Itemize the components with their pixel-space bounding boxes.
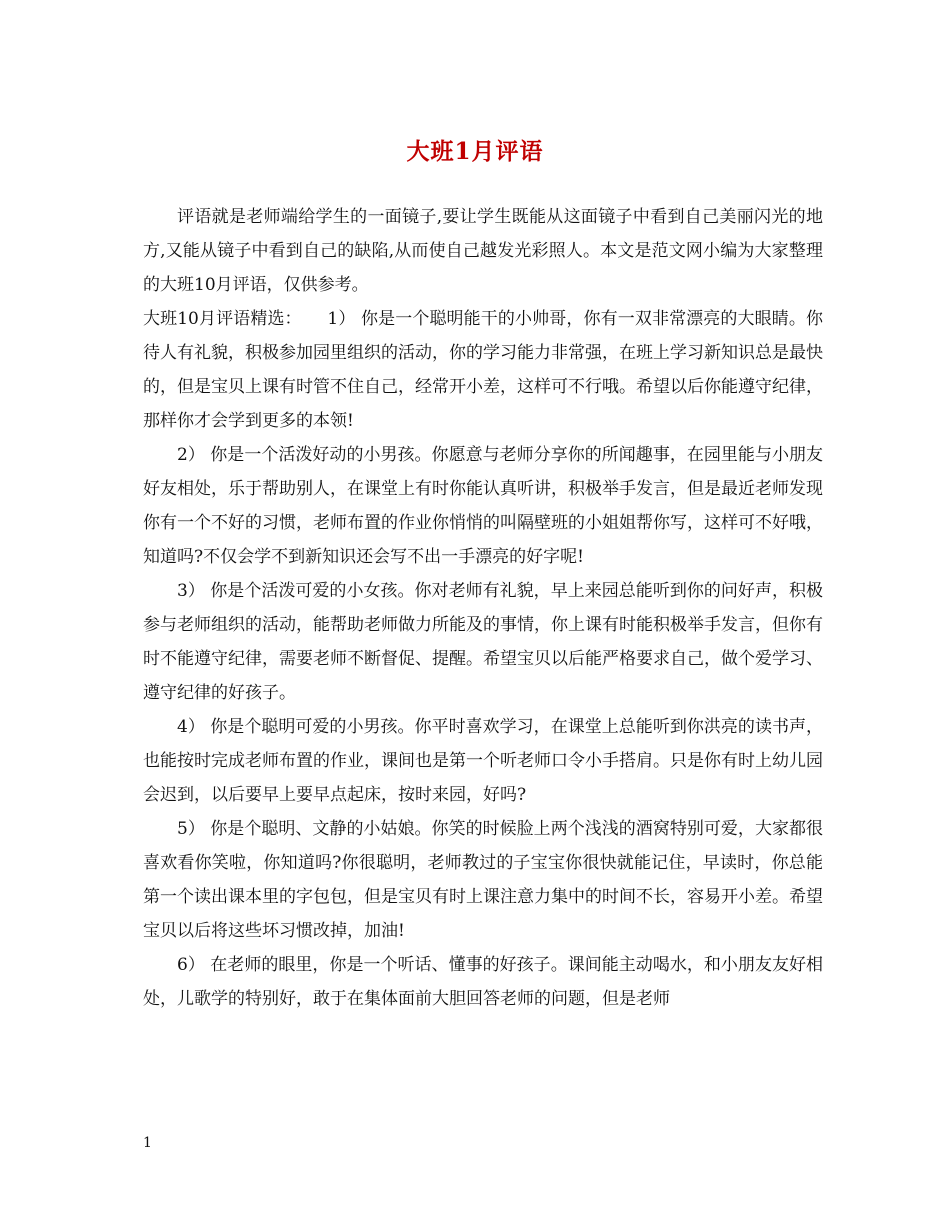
comment-paragraph-3: 3） 你是个活泼可爱的小女孩。你对老师有礼貌，早上来园总能听到你的问好声，积极参与老师组织的活动，能帮助老师做力所能及的事情，你上课有时能积极举手发言，但你有时不能遵守纪律，需要老师不断督促、提醒。希望宝贝以后能严格要求自己，做个爱学习、遵守纪律的好孩子。 (143, 581, 823, 703)
document-body (143, 200, 823, 1016)
document-title: 大班1月评语 (406, 138, 544, 165)
intro-paragraph: 评语就是老师端给学生的一面镜子,要让学生既能从这面镜子中看到自己美丽闪光的地方,又能从镜子中看到自己的缺陷,从而使自己越发光彩照人。本文是范文网小编为大家整理的大班10月评语，仅供参考。 (143, 207, 823, 295)
comment-paragraph-4: 4） 你是个聪明可爱的小男孩。你平时喜欢学习，在课堂上总能听到你洪亮的读书声，也能按时完成老师布置的作业，课间也是第一个听老师口令小手搭肩。只是你有时上幼儿园会迟到，以后要早上要早点起床，按时来园，好吗? (143, 717, 823, 805)
comment-paragraph-6: 6） 在老师的眼里，你是一个听话、懂事的好孩子。课间能主动喝水，和小朋友友好相处，儿歌学的特别好，敢于在集体面前大胆回答老师的问题，但是老师 (143, 955, 823, 1009)
comment-paragraph-1: 大班10月评语精选： 1） 你是一个聪明能干的小帅哥，你有一双非常漂亮的大眼睛。你待人有礼貌，积极参加园里组织的活动，你的学习能力非常强，在班上学习新知识总是最快的，但是宝贝上课有时管不住自己，经常开小差，这样可不行哦。希望以后你能遵守纪律，那样你才会学到更多的本领! (143, 309, 823, 431)
comment-paragraph-5: 5） 你是个聪明、文静的小姑娘。你笑的时候脸上两个浅浅的酒窝特别可爱，大家都很喜欢看你笑啦，你知道吗?你很聪明，老师教过的子宝宝你很快就能记住，早读时，你总能第一个读出课本里的字包包，但是宝贝有时上课注意力集中的时间不长，容易开小差。希望宝贝以后将这些坏习惯改掉，加油! (143, 819, 823, 941)
page-number: 1 (143, 1135, 152, 1151)
comment-paragraph-2: 2） 你是一个活泼好动的小男孩。你愿意与老师分享你的所闻趣事，在园里能与小朋友好友相处，乐于帮助别人，在课堂上有时你能认真听讲，积极举手发言，但是最近老师发现你有一个不好的习惯，老师布置的作业你悄悄的叫隔壁班的小姐姐帮你写，这样可不好哦，知道吗?不仅会学不到新知识还会写不出一手漂亮的好字呢! (143, 445, 823, 567)
